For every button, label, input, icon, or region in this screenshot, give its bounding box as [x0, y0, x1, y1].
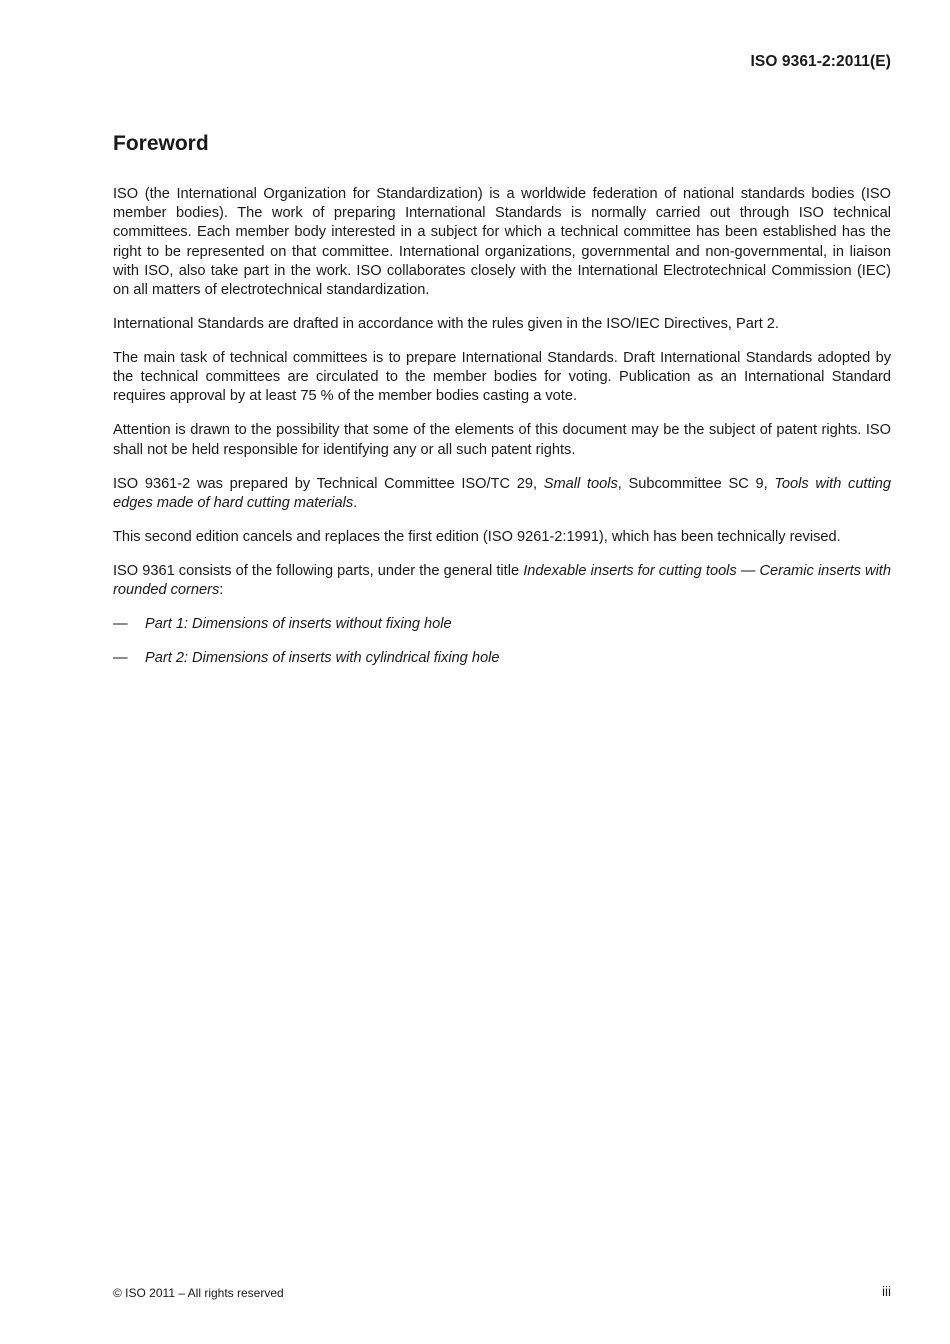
page-number: iii	[882, 1284, 891, 1299]
prepared-by-text-3: .	[353, 494, 358, 511]
parts-text-2: :	[219, 582, 224, 599]
list-item	[113, 615, 891, 634]
prepared-by-subcommittee: Tools with cutting edges made of hard cutting materials	[113, 475, 892, 511]
list-dash: —	[113, 650, 128, 667]
paragraph-edition: This second edition cancels and replaces the first edition (ISO 9261-2:1991), which has been technically revised.	[113, 528, 841, 545]
paragraph-directives: International Standards are drafted in accordance with the rules given in the ISO/IEC Directives, Part 2.	[113, 316, 779, 333]
parts-text-1: ISO 9361 consists of the following parts, under the general title	[113, 562, 524, 579]
paragraph-main-task: The main task of technical committees is to prepare International Standards. Draft International Standards adopted by the technical committees are circulated to the member bodies for voting. Publication as an International Standard requires approval by at least 75 % of the member bodies casting a vote.	[113, 350, 891, 405]
copyright-notice: © ISO 2011 – All rights reserved	[113, 1286, 284, 1300]
list-item-text: Part 2: Dimensions of inserts with cylindrical fixing hole	[145, 650, 500, 667]
list-item	[113, 649, 891, 668]
paragraph-patent-rights: Attention is drawn to the possibility that some of the elements of this document may be the subject of patent rights. ISO shall not be held responsible for identifying any or all such patent rights.	[113, 422, 891, 458]
prepared-by-committee: Small tools	[543, 475, 618, 492]
paragraph-prepared-by	[113, 475, 891, 513]
paragraph-iso-intro: ISO (the International Organization for Standardization) is a worldwide federation of national standards bodies (ISO member bodies). The work of preparing International Standards is normally carried out through ISO technical committees. Each member body interested in a subject for which a technical committee has been established has the right to be represented on that committee. International organizations, governmental and non-governmental, in liaison with ISO, also take part in the work. ISO collaborates closely with the International Electrotechnical Commission (IEC) on all matters of electrotechnical standardization.	[113, 186, 891, 299]
page-title: Foreword	[113, 132, 209, 155]
paragraph-parts	[113, 562, 891, 600]
foreword-section	[113, 130, 891, 683]
parts-general-title: Indexable inserts for cutting tools — Ceramic inserts with rounded corners	[113, 562, 891, 599]
prepared-by-text-1: ISO 9361-2 was prepared by Technical Committee ISO/TC 29,	[113, 475, 544, 492]
list-dash: —	[113, 616, 128, 633]
prepared-by-text-2: , Subcommittee SC 9,	[617, 475, 775, 492]
list-item-text: Part 1: Dimensions of inserts without fixing hole	[145, 616, 452, 633]
document-id: ISO 9361-2:2011(E)	[750, 53, 891, 70]
